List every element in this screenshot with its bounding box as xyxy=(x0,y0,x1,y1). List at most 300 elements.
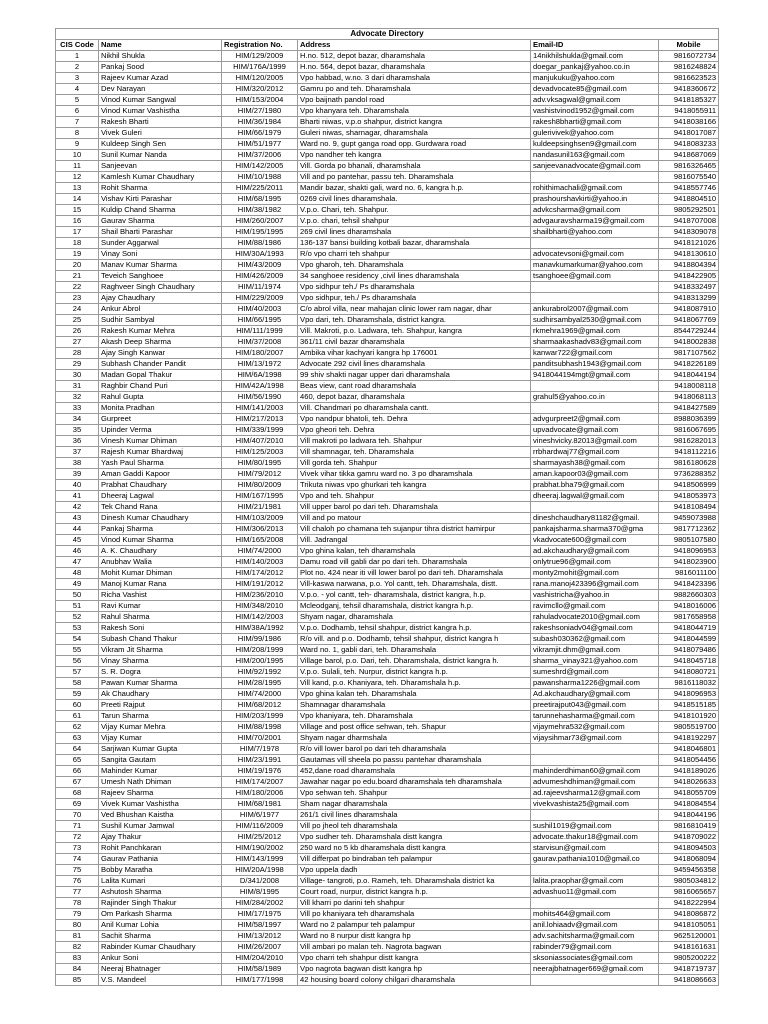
table-row xyxy=(56,667,719,678)
email-cell: rakeshsoniadv04@gmail.com xyxy=(531,623,659,634)
name-cell: Pankaj Sharma xyxy=(99,524,222,535)
table-row xyxy=(56,458,719,469)
table-row xyxy=(56,909,719,920)
name-cell: Tarun Sharma xyxy=(99,711,222,722)
registration-cell: HIM/111/1999 xyxy=(222,326,298,337)
mobile-cell: 9805519700 xyxy=(659,722,719,733)
address-cell: Sham nagar dharamshala xyxy=(298,799,531,810)
table-row xyxy=(56,502,719,513)
email-cell: adv.sachitsharma@gmail.com xyxy=(531,931,659,942)
mobile-cell: 9418023900 xyxy=(659,557,719,568)
name-cell: Lalita Kumari xyxy=(99,876,222,887)
mobile-cell: 9418687069 xyxy=(659,150,719,161)
address-cell: V.p.o. Chari, teh. Shahpur. xyxy=(298,205,531,216)
name-cell: Richa Vashist xyxy=(99,590,222,601)
email-cell: preetirajput043@gmail.com xyxy=(531,700,659,711)
registration-cell: HIM/153/2004 xyxy=(222,95,298,106)
table-row xyxy=(56,403,719,414)
name-cell: Vinod Kumar Sangwal xyxy=(99,95,222,106)
address-cell: Vill and po matour xyxy=(298,513,531,524)
mobile-cell: 9418055911 xyxy=(659,106,719,117)
cis-code-cell: 60 xyxy=(56,700,99,711)
mobile-cell: 9805200222 xyxy=(659,953,719,964)
email-cell xyxy=(531,172,659,183)
address-cell: Vill gorda teh. Shahpur xyxy=(298,458,531,469)
column-header-registration: Registration No. xyxy=(222,40,298,51)
mobile-cell: 9418105051 xyxy=(659,920,719,931)
name-cell: Kamlesh Kumar Chaudhary xyxy=(99,172,222,183)
advocate-directory-table xyxy=(55,28,719,986)
mobile-cell: 9418068113 xyxy=(659,392,719,403)
address-cell: Beas view, cant road dharamshala xyxy=(298,381,531,392)
table-row xyxy=(56,612,719,623)
table-row xyxy=(56,260,719,271)
table-row xyxy=(56,359,719,370)
table-row xyxy=(56,337,719,348)
cis-code-cell: 8 xyxy=(56,128,99,139)
mobile-cell: 9418094503 xyxy=(659,843,719,854)
email-cell xyxy=(531,282,659,293)
address-cell: Vill shamnagar, teh. Dharamshala xyxy=(298,447,531,458)
name-cell: Bobby Maratha xyxy=(99,865,222,876)
address-cell: Plot no. 424 near iti vill lower barol po dari teh. Dharamshala xyxy=(298,568,531,579)
email-cell: panditsubhash1943@gmail.com xyxy=(531,359,659,370)
address-cell: Vpo khaniyara, teh. Dharamshala xyxy=(298,711,531,722)
registration-cell: HIM/43/2009 xyxy=(222,260,298,271)
registration-cell: HIM/38/1982 xyxy=(222,205,298,216)
registration-cell: HIM/407/2010 xyxy=(222,436,298,447)
email-cell: aman.kapoor03@gmail.com xyxy=(531,469,659,480)
table-row xyxy=(56,887,719,898)
registration-cell: HIM/74/2000 xyxy=(222,689,298,700)
mobile-cell: 9418161631 xyxy=(659,942,719,953)
cis-code-cell: 68 xyxy=(56,788,99,799)
registration-cell: HIM/320/2012 xyxy=(222,84,298,95)
mobile-cell: 9418086872 xyxy=(659,909,719,920)
registration-cell: HIM/38A/1992 xyxy=(222,623,298,634)
mobile-cell: 9418016006 xyxy=(659,601,719,612)
name-cell: Vinay Sharma xyxy=(99,656,222,667)
email-cell: kanwar722@gmail.com xyxy=(531,348,659,359)
address-cell: Damu road vill gabli dar po dari teh. Dharamshala xyxy=(298,557,531,568)
mobile-cell: 9816067695 xyxy=(659,425,719,436)
table-row xyxy=(56,447,719,458)
email-cell: vineshvicky.82013@gmail.com xyxy=(531,436,659,447)
table-row xyxy=(56,513,719,524)
table-row xyxy=(56,51,719,62)
cis-code-cell: 18 xyxy=(56,238,99,249)
email-cell: advkcsharma@gmail.com xyxy=(531,205,659,216)
cis-code-cell: 38 xyxy=(56,458,99,469)
name-cell: Ankur Soni xyxy=(99,953,222,964)
mobile-cell: 9418719737 xyxy=(659,964,719,975)
cis-code-cell: 56 xyxy=(56,656,99,667)
email-cell: sharma_vinay321@yahoo.com xyxy=(531,656,659,667)
address-cell: Bharti niwas, v.p.o shahpur, district kangra xyxy=(298,117,531,128)
email-cell: advocate.thakur18@gmail.com xyxy=(531,832,659,843)
email-cell: ad.rajeevsharma12@gmail.com xyxy=(531,788,659,799)
mobile-cell: 9418008118 xyxy=(659,381,719,392)
mobile-cell: 9418053973 xyxy=(659,491,719,502)
registration-cell: HIM/74/2000 xyxy=(222,546,298,557)
registration-cell: HIM/68/1995 xyxy=(222,194,298,205)
mobile-cell: 9418068094 xyxy=(659,854,719,865)
cis-code-cell: 17 xyxy=(56,227,99,238)
cis-code-cell: 61 xyxy=(56,711,99,722)
mobile-cell: 9418309078 xyxy=(659,227,719,238)
name-cell: Vivek Kumar Vashistha xyxy=(99,799,222,810)
registration-cell: HIM/339/1999 xyxy=(222,425,298,436)
mobile-cell: 9418515185 xyxy=(659,700,719,711)
registration-cell: HIM/6A/1998 xyxy=(222,370,298,381)
mobile-cell: 9816118032 xyxy=(659,678,719,689)
cis-code-cell: 25 xyxy=(56,315,99,326)
cis-code-cell: 58 xyxy=(56,678,99,689)
cis-code-cell: 52 xyxy=(56,612,99,623)
address-cell: Vpo ghina kalan, teh dharamshala xyxy=(298,546,531,557)
cis-code-cell: 53 xyxy=(56,623,99,634)
table-row xyxy=(56,282,719,293)
table-row xyxy=(56,326,719,337)
mobile-cell: 9625120001 xyxy=(659,931,719,942)
registration-cell: HIM/37/2008 xyxy=(222,337,298,348)
registration-cell: HIM/68/2012 xyxy=(222,700,298,711)
address-cell: R/o vill lower barol po dari teh dharamshala xyxy=(298,744,531,755)
name-cell: Pankaj Sood xyxy=(99,62,222,73)
registration-cell: HIM/190/2002 xyxy=(222,843,298,854)
address-cell: 261/1 civil lines dharamshala xyxy=(298,810,531,821)
mobile-cell: 9816623523 xyxy=(659,73,719,84)
name-cell: Mohit Kumar Dhiman xyxy=(99,568,222,579)
cis-code-cell: 69 xyxy=(56,799,99,810)
table-row xyxy=(56,491,719,502)
mobile-cell: 9736288352 xyxy=(659,469,719,480)
address-cell: Village and post office sehwan, teh. Shapur xyxy=(298,722,531,733)
email-cell: sanjeevanadvocate@gmail.com xyxy=(531,161,659,172)
registration-cell: HIM/66/1979 xyxy=(222,128,298,139)
name-cell: Neeraj Bhatnager xyxy=(99,964,222,975)
mobile-cell: 9418108494 xyxy=(659,502,719,513)
address-cell: 269 civil lines dharamshala xyxy=(298,227,531,238)
mobile-cell: 9418080721 xyxy=(659,667,719,678)
address-cell: Vivek vihar tikka gamru ward no. 3 po dharamshala xyxy=(298,469,531,480)
email-cell: vashistvinod1952@gmail.com xyxy=(531,106,659,117)
mobile-cell: 9418185327 xyxy=(659,95,719,106)
table-row xyxy=(56,480,719,491)
registration-cell: HIM/129/2009 xyxy=(222,51,298,62)
cis-code-cell: 80 xyxy=(56,920,99,931)
name-cell: Subash Chand Thakur xyxy=(99,634,222,645)
registration-cell: HIM/36/1984 xyxy=(222,117,298,128)
email-cell: sudhirsambyal2530@gmail.com xyxy=(531,315,659,326)
name-cell: Ashutosh Sharma xyxy=(99,887,222,898)
cis-code-cell: 12 xyxy=(56,172,99,183)
mobile-cell: 9816075540 xyxy=(659,172,719,183)
table-row xyxy=(56,623,719,634)
cis-code-cell: 15 xyxy=(56,205,99,216)
table-row xyxy=(56,249,719,260)
address-cell: Ward no. 1, gabli dari, teh. Dharamshala xyxy=(298,645,531,656)
name-cell: Rakesh Soni xyxy=(99,623,222,634)
name-cell: Monita Pradhan xyxy=(99,403,222,414)
table-row xyxy=(56,381,719,392)
table-row xyxy=(56,876,719,887)
cis-code-cell: 50 xyxy=(56,590,99,601)
email-cell: monty2mohit@gmail.com xyxy=(531,568,659,579)
email-cell: advashuo11@gmail.com xyxy=(531,887,659,898)
name-cell: Anil Kumar Lohia xyxy=(99,920,222,931)
table-row xyxy=(56,304,719,315)
name-cell: V.S. Mandeel xyxy=(99,975,222,986)
email-cell xyxy=(531,975,659,986)
address-cell: Guleri niwas, sharnagar, dharamshala xyxy=(298,128,531,139)
mobile-cell: 9418054456 xyxy=(659,755,719,766)
registration-cell: HIM/56/1990 xyxy=(222,392,298,403)
email-cell xyxy=(531,898,659,909)
registration-cell: HIM/236/2010 xyxy=(222,590,298,601)
name-cell: Sachit Sharma xyxy=(99,931,222,942)
registration-cell: HIM/180/2006 xyxy=(222,788,298,799)
cis-code-cell: 54 xyxy=(56,634,99,645)
email-cell: vijaysihmar73@gmail.com xyxy=(531,733,659,744)
registration-cell: HIM/204/2010 xyxy=(222,953,298,964)
cis-code-cell: 62 xyxy=(56,722,99,733)
table-row xyxy=(56,469,719,480)
table-row xyxy=(56,568,719,579)
cis-code-cell: 31 xyxy=(56,381,99,392)
name-cell: Manoj Kumar Rana xyxy=(99,579,222,590)
name-cell: Rajeev Kumar Azad xyxy=(99,73,222,84)
address-cell: C/o abrol villa, near mahajan clinic lower ram nagar, dhar xyxy=(298,304,531,315)
name-cell: Vinay Soni xyxy=(99,249,222,260)
mobile-cell: 9418044194 xyxy=(659,370,719,381)
registration-cell: HIM/28/1995 xyxy=(222,678,298,689)
address-cell: 34 sanghoee residency ,civil lines dharamshala xyxy=(298,271,531,282)
table-row xyxy=(56,95,719,106)
registration-cell: HIM/6/1977 xyxy=(222,810,298,821)
table-row xyxy=(56,161,719,172)
name-cell: Preeti Rajput xyxy=(99,700,222,711)
mobile-cell: 9816248824 xyxy=(659,62,719,73)
registration-cell: HIM/92/1992 xyxy=(222,667,298,678)
name-cell: Dheeraj Lagwal xyxy=(99,491,222,502)
registration-cell: HIM/23/1991 xyxy=(222,755,298,766)
registration-cell: HIM/176A/1999 xyxy=(222,62,298,73)
registration-cell: HIM/37/2006 xyxy=(222,150,298,161)
address-cell: Mcleodganj, tehsil dharamshala, district kangra h.p. xyxy=(298,601,531,612)
address-cell: Trikuta niwas vpo ghurkari teh kangra xyxy=(298,480,531,491)
name-cell: Raghveer Singh Chaudhary xyxy=(99,282,222,293)
cis-code-cell: 43 xyxy=(56,513,99,524)
cis-code-cell: 72 xyxy=(56,832,99,843)
table-row xyxy=(56,722,719,733)
name-cell: Rakesh Bharti xyxy=(99,117,222,128)
mobile-cell: 9418804510 xyxy=(659,194,719,205)
registration-cell: HIM/306/2013 xyxy=(222,524,298,535)
mobile-cell: 9418192297 xyxy=(659,733,719,744)
mobile-cell: 8544729244 xyxy=(659,326,719,337)
mobile-cell: 9816065657 xyxy=(659,887,719,898)
name-cell: Sunil Kumar Nanda xyxy=(99,150,222,161)
table-row xyxy=(56,150,719,161)
cis-code-cell: 74 xyxy=(56,854,99,865)
name-cell: Gurpreet xyxy=(99,414,222,425)
address-cell: 250 ward no 5 kb dharamshala distt kangra xyxy=(298,843,531,854)
address-cell: 0269 civil lines dharamshala. xyxy=(298,194,531,205)
table-row xyxy=(56,920,719,931)
email-cell: pankajsharma.sharma370@gma xyxy=(531,524,659,535)
cis-code-cell: 13 xyxy=(56,183,99,194)
email-cell: ad.akchaudhary@gmail.com xyxy=(531,546,659,557)
registration-cell: HIM/11/1974 xyxy=(222,282,298,293)
registration-cell: HIM/229/2009 xyxy=(222,293,298,304)
table-row xyxy=(56,62,719,73)
address-cell: Vill and po pantehar, passu teh. Dharamshala xyxy=(298,172,531,183)
address-cell: Vpo sidhpur, teh./ Ps dharamshala xyxy=(298,293,531,304)
name-cell: Raghbir Chand Puri xyxy=(99,381,222,392)
cis-code-cell: 46 xyxy=(56,546,99,557)
address-cell: Vpo and teh. Shahpur xyxy=(298,491,531,502)
mobile-cell: 9418422905 xyxy=(659,271,719,282)
table-row xyxy=(56,865,719,876)
name-cell: Rabinder Kumar Chaudhary xyxy=(99,942,222,953)
mobile-cell: 9418083233 xyxy=(659,139,719,150)
registration-cell: HIM/116/2009 xyxy=(222,821,298,832)
registration-cell: D/341/2008 xyxy=(222,876,298,887)
email-cell: 14nikhilshukla@gmail.com xyxy=(531,51,659,62)
name-cell: Umesh Nath Dhiman xyxy=(99,777,222,788)
cis-code-cell: 51 xyxy=(56,601,99,612)
table-row xyxy=(56,678,719,689)
registration-cell: HIM/348/2010 xyxy=(222,601,298,612)
name-cell: Akash Deep Sharma xyxy=(99,337,222,348)
table-row xyxy=(56,700,719,711)
cis-code-cell: 5 xyxy=(56,95,99,106)
name-cell: Teveich Sanghoee xyxy=(99,271,222,282)
address-cell: Ward no 8 nurpur distt kangra hp xyxy=(298,931,531,942)
table-row xyxy=(56,964,719,975)
table-row xyxy=(56,392,719,403)
address-cell: Ward no. 9, gupt ganga road opp. Gurdwara road xyxy=(298,139,531,150)
address-cell: V.p.o. chari, tehsil shahpur xyxy=(298,216,531,227)
mobile-cell: 9418096953 xyxy=(659,546,719,557)
address-cell: R/o vpo charri teh shahpur xyxy=(298,249,531,260)
table-row xyxy=(56,348,719,359)
mobile-cell: 9805107580 xyxy=(659,535,719,546)
address-cell: 136-137 bansi building kotbali bazar, dharamshala xyxy=(298,238,531,249)
email-cell: rkmehra1969@gmail.com xyxy=(531,326,659,337)
mobile-cell: 9418313299 xyxy=(659,293,719,304)
cis-code-cell: 81 xyxy=(56,931,99,942)
email-cell: dineshchaudhary81182@gmail. xyxy=(531,513,659,524)
address-cell: Vpo ghina kalan teh. Dharamshala xyxy=(298,689,531,700)
name-cell: Subhash Chander Pandit xyxy=(99,359,222,370)
table-row xyxy=(56,898,719,909)
registration-cell: HIM/174/2007 xyxy=(222,777,298,788)
table-row xyxy=(56,766,719,777)
mobile-cell: 9816072734 xyxy=(659,51,719,62)
name-cell: Manav Kumar Sharma xyxy=(99,260,222,271)
cis-code-cell: 36 xyxy=(56,436,99,447)
name-cell: Vinod Kumar Vashistha xyxy=(99,106,222,117)
cis-code-cell: 44 xyxy=(56,524,99,535)
mobile-cell: 9418804394 xyxy=(659,260,719,271)
registration-cell: HIM/80/2009 xyxy=(222,480,298,491)
email-cell: sksoniassociates@gmail.com xyxy=(531,953,659,964)
mobile-cell: 9805034812 xyxy=(659,876,719,887)
mobile-cell: 9418130610 xyxy=(659,249,719,260)
cis-code-cell: 16 xyxy=(56,216,99,227)
email-cell: subash030362@gmail.com xyxy=(531,634,659,645)
name-cell: Rajinder Singh Thakur xyxy=(99,898,222,909)
name-cell: Ajay Thakur xyxy=(99,832,222,843)
name-cell: Rahul Sharma xyxy=(99,612,222,623)
address-cell: Vpo nandher teh kangra xyxy=(298,150,531,161)
name-cell: Shail Bharti Parashar xyxy=(99,227,222,238)
name-cell: Om Parkash Sharma xyxy=(99,909,222,920)
name-cell: Sushil Kumar Jamwal xyxy=(99,821,222,832)
registration-cell: HIM/103/2009 xyxy=(222,513,298,524)
cis-code-cell: 7 xyxy=(56,117,99,128)
registration-cell: HIM/51/1977 xyxy=(222,139,298,150)
email-cell: manavkumarkumar@yahoo.com xyxy=(531,260,659,271)
cis-code-cell: 55 xyxy=(56,645,99,656)
address-cell: V.p.o. Sulali, teh. Nurpur, district kangra h.p. xyxy=(298,667,531,678)
cis-code-cell: 84 xyxy=(56,964,99,975)
table-row xyxy=(56,216,719,227)
cis-code-cell: 35 xyxy=(56,425,99,436)
address-cell: Vpo sehwan teh. Shahpur xyxy=(298,788,531,799)
email-cell xyxy=(531,744,659,755)
address-cell: R/o vill. and p.o. Dodhamb, tehsil shahpur, district kangra h xyxy=(298,634,531,645)
name-cell: Rakesh Kumar Mehra xyxy=(99,326,222,337)
mobile-cell: 9882660303 xyxy=(659,590,719,601)
registration-cell: HIM/225/2011 xyxy=(222,183,298,194)
table-row xyxy=(56,194,719,205)
address-cell: 452,dane road dharamshala xyxy=(298,766,531,777)
cis-code-cell: 70 xyxy=(56,810,99,821)
registration-cell: HIM/99/1986 xyxy=(222,634,298,645)
table-row xyxy=(56,73,719,84)
email-cell: adv.vksagwal@gmail.com xyxy=(531,95,659,106)
email-cell: sumeshrd@gmail.com xyxy=(531,667,659,678)
name-cell: Vishav Kirti Parashar xyxy=(99,194,222,205)
table-row xyxy=(56,832,719,843)
cis-code-cell: 33 xyxy=(56,403,99,414)
table-row xyxy=(56,975,719,986)
registration-cell: HIM/142/2005 xyxy=(222,161,298,172)
column-header-address: Address xyxy=(298,40,531,51)
registration-cell: HIM/120/2005 xyxy=(222,73,298,84)
cis-code-cell: 41 xyxy=(56,491,99,502)
mobile-cell: 9418096953 xyxy=(659,689,719,700)
table-row xyxy=(56,425,719,436)
name-cell: Vinod Kumar Sharma xyxy=(99,535,222,546)
column-header-mobile: Mobile xyxy=(659,40,719,51)
address-cell: Vill po khaniyara teh dharamshala xyxy=(298,909,531,920)
name-cell: Ajay Singh Kanwar xyxy=(99,348,222,359)
email-cell: mohits464@gmail.com xyxy=(531,909,659,920)
email-cell: vikramjit.dhm@gmail.com xyxy=(531,645,659,656)
cis-code-cell: 2 xyxy=(56,62,99,73)
name-cell: Dev Narayan xyxy=(99,84,222,95)
address-cell: Gamru po and teh. Dharamshala xyxy=(298,84,531,95)
email-cell xyxy=(531,865,659,876)
name-cell: Ravi Kumar xyxy=(99,601,222,612)
cis-code-cell: 64 xyxy=(56,744,99,755)
table-row xyxy=(56,106,719,117)
table-row xyxy=(56,546,719,557)
